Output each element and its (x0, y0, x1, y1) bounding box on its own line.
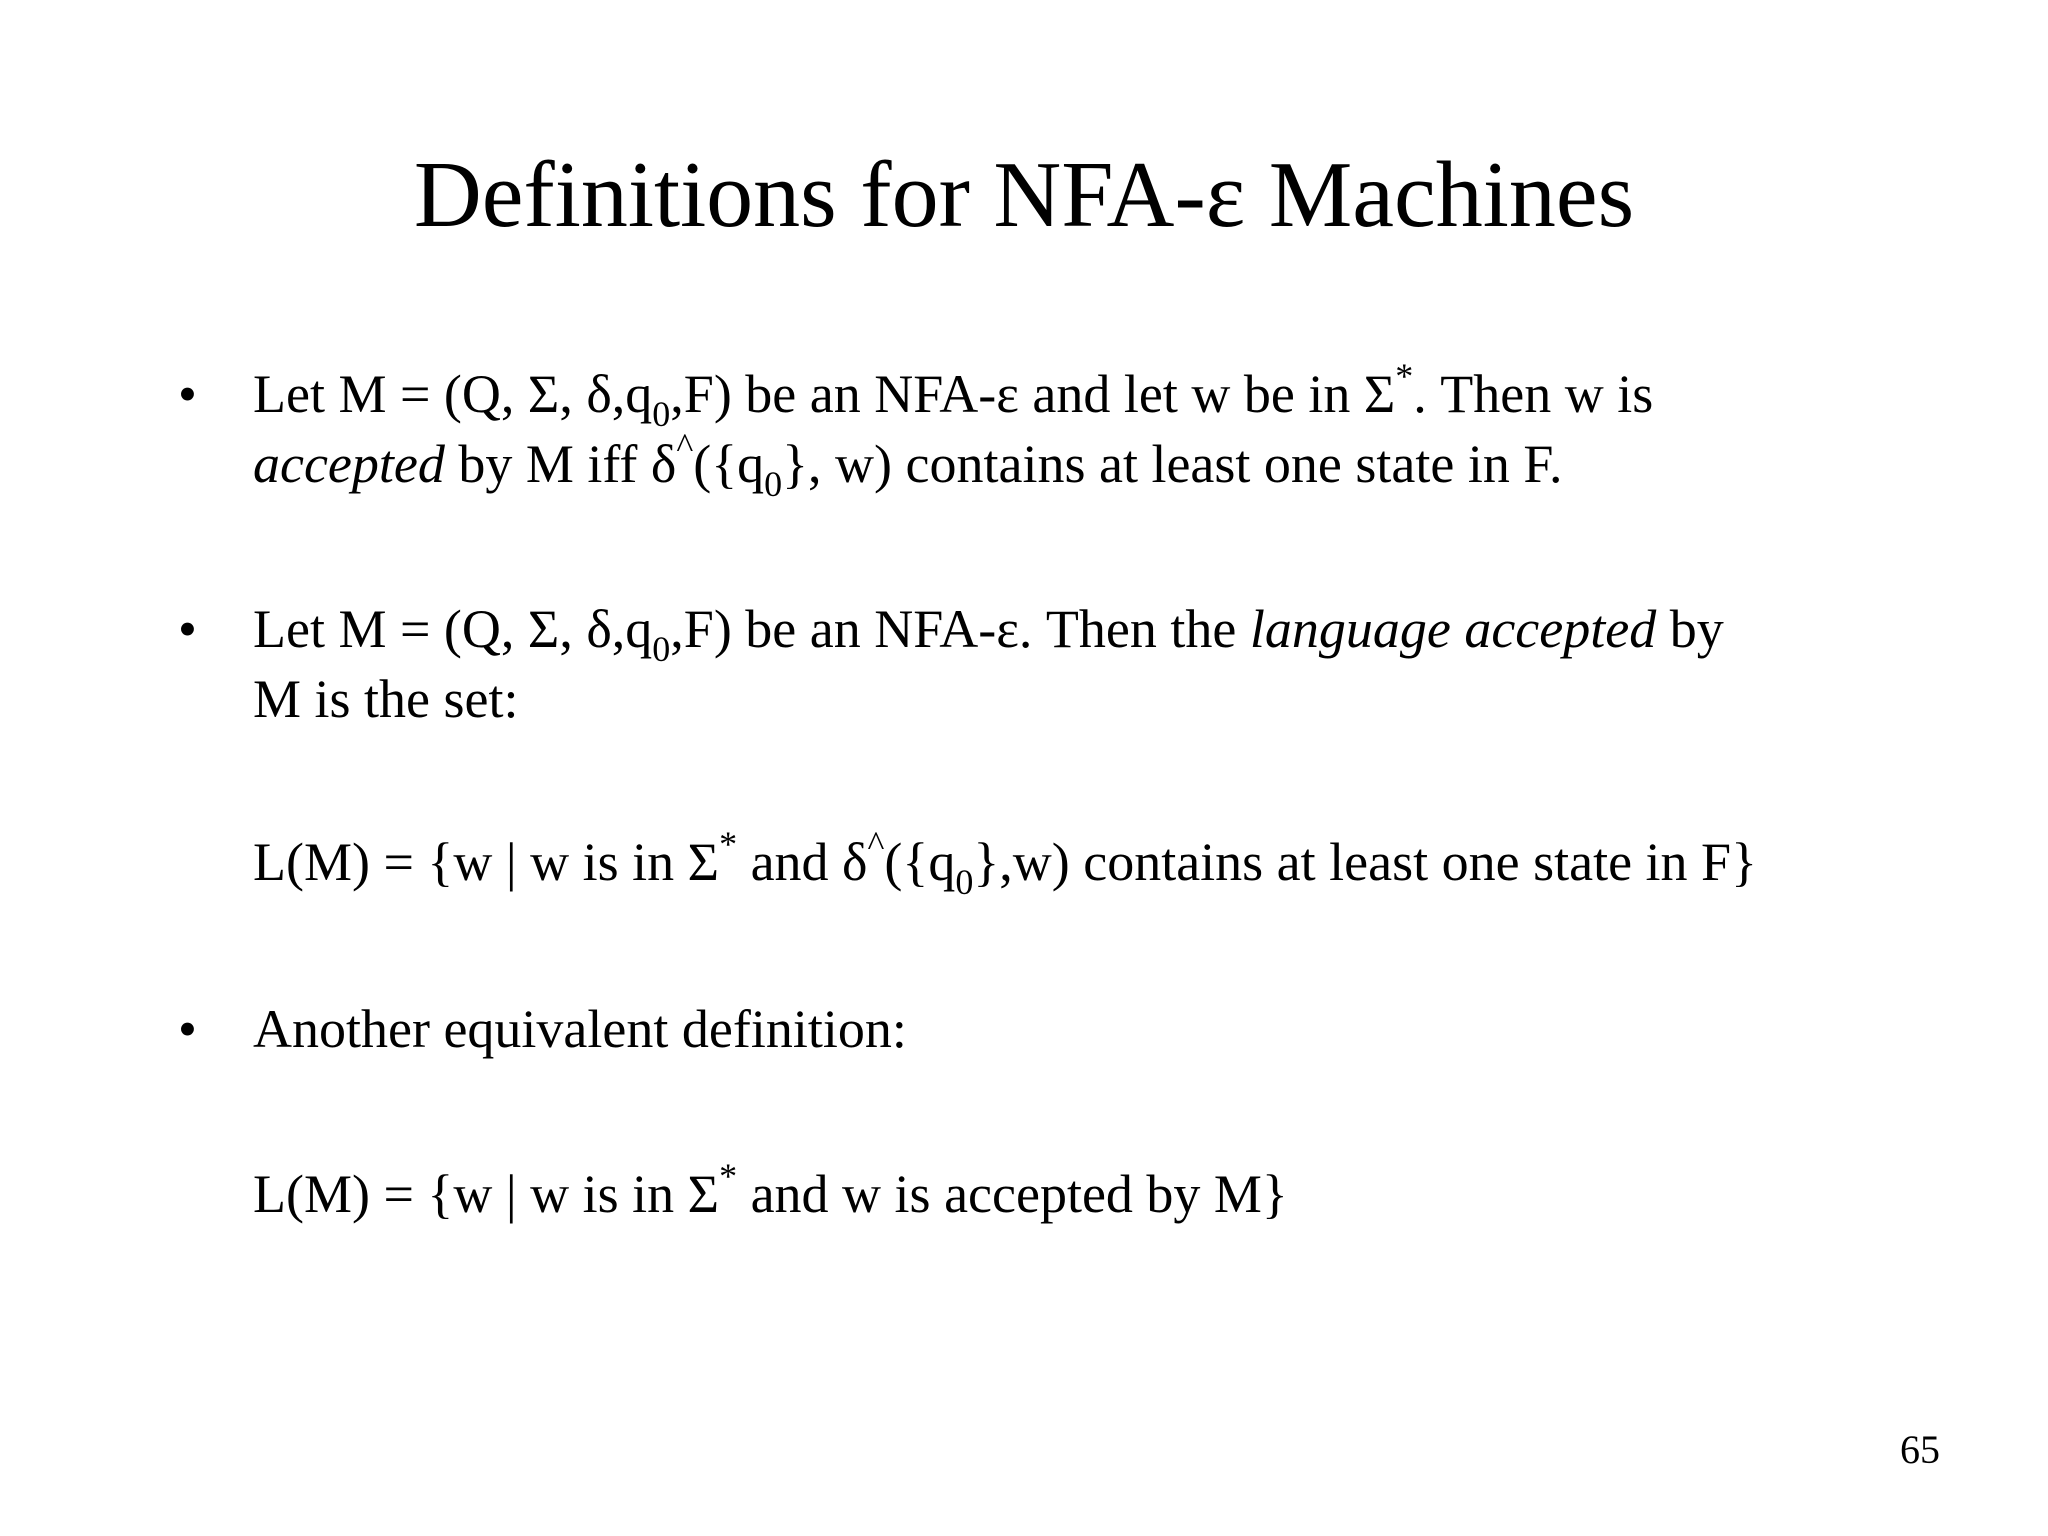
superscript: * (1395, 356, 1414, 396)
bullet-2-line-2: M is the set: (253, 669, 519, 729)
formula-equivalent-definition (253, 1156, 1288, 1228)
subscript: 0 (652, 629, 671, 669)
text-segment: Let M = (Q, Σ, δ,q (253, 364, 653, 424)
text-segment: Let M = (Q, Σ, δ,q (253, 599, 653, 659)
text-segment: and w is accepted by M} (737, 1164, 1288, 1224)
text-segment: by (1656, 599, 1724, 659)
bullet-1-line-1 (253, 356, 1654, 434)
text-segment: . Then w is (1413, 364, 1654, 424)
subscript: 0 (955, 862, 974, 902)
formula-language-definition (253, 824, 1757, 902)
text-segment: ,F) be an NFA-ε and let w be in Σ (670, 364, 1396, 424)
bullet-2-line-1 (253, 595, 1724, 669)
emphasis-text: language accepted (1249, 599, 1657, 659)
bullet-3-line-1: Another equivalent definition: (253, 999, 907, 1059)
text-segment: L(M) = {w | w is in Σ (253, 1164, 720, 1224)
page-number: 65 (1900, 1427, 1940, 1472)
text-segment: }, w) contains at least one state in F. (782, 434, 1563, 494)
slide-title: Definitions for NFA-ε Machines (413, 143, 1635, 247)
text-segment: and δ (737, 832, 868, 892)
text-segment: ,F) be an NFA-ε. Then the (670, 599, 1250, 659)
superscript: * (719, 824, 738, 864)
bullet-marker-3: • (178, 999, 197, 1059)
text-segment: by M iff δ (444, 434, 677, 494)
superscript: * (719, 1156, 738, 1196)
text-segment: },w) contains at least one state in F} (973, 832, 1757, 892)
subscript: 0 (764, 464, 783, 504)
superscript: ^ (867, 824, 885, 864)
bullet-marker-2: • (178, 599, 197, 659)
text-segment: ({q (693, 434, 765, 494)
superscript: ^ (676, 426, 694, 466)
emphasis-text: accepted (253, 434, 445, 494)
bullet-marker-1: • (178, 364, 197, 424)
subscript: 0 (652, 394, 671, 434)
bullet-1-line-2 (253, 426, 1563, 504)
text-segment: ({q (884, 832, 956, 892)
text-segment: L(M) = {w | w is in Σ (253, 832, 720, 892)
